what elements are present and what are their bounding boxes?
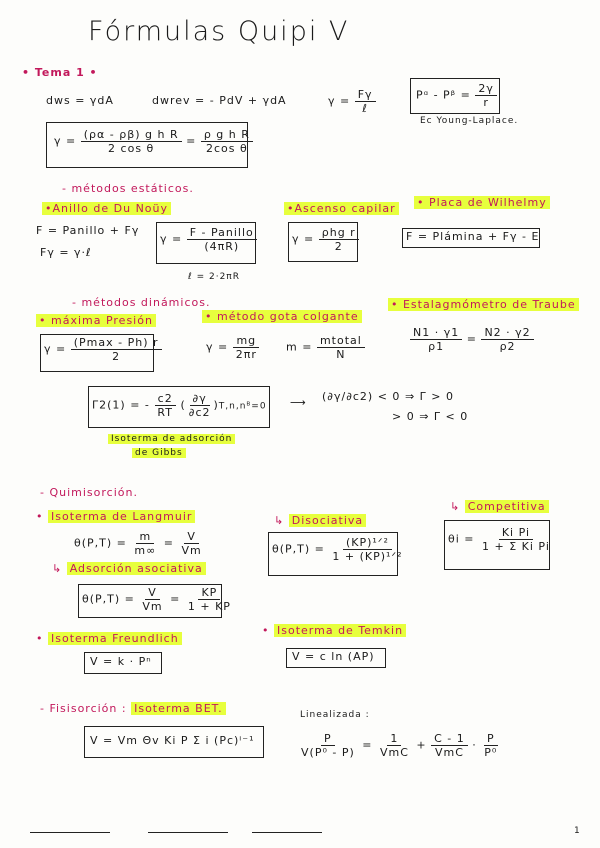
gibbs-label-2: de Gibbs <box>132 448 186 458</box>
disociativa-formula: θ(P,T) = $\frac{\text{(KP)¹ᐟ²}}{\text{1 + (KP)¹ᐟ²}}$ <box>272 536 403 563</box>
estalagmometro-formula: $\frac{N1 \cdot \gamma 1}{\rho 1}$ = $\frac{N2 \cdot \gamma 2}{\rho 2}$ <box>410 326 534 353</box>
gibbs-formula: Γ2(1) = - $\frac{c2}{RT}$ ( $\frac{\partial\gamma}{\partial c2}$ )T,n,nᴮ=0 <box>92 392 267 419</box>
anillo-note: ℓ = 2·2πR <box>188 272 240 282</box>
dws-formula: dws = γdA <box>46 94 114 107</box>
label-langmuir: • Isoterma de Langmuir <box>36 510 195 523</box>
gamma-definition: γ = $\frac{F\gamma}{\text{ℓ}}$ <box>328 88 376 115</box>
label-anillo: •Anillo de Du Noüy <box>42 202 171 215</box>
bet-linealizada: $\frac{P}{\text{V(P⁰ - P)}}$ = $\frac{1}{\text{VmC}}$ + $\frac{C - 1}{\text{VmC}}$ · $\frac{P}{\text{P⁰}}$ <box>301 732 498 759</box>
maxima-formula: γ = $\frac{(Pmax - Ph) r}{2}$ <box>44 336 162 363</box>
section-tema: • Tema 1 • <box>22 66 98 79</box>
label-gota: • método gota colgante <box>202 310 362 323</box>
placa-formula: F = Plámina + Fγ - E <box>406 230 540 243</box>
gota-mass: m = $\frac{\text{mtotal}}{N}$ <box>286 334 365 361</box>
footer-line-3 <box>252 832 322 833</box>
temkin-formula: V = c ln (AP) <box>292 650 375 663</box>
gota-gamma: γ = $\frac{mg}{2\pi r}$ <box>206 334 260 361</box>
freundlich-formula: V = k · Pⁿ <box>90 655 152 668</box>
page-number: 1 <box>574 826 581 836</box>
label-maxima: • máxima Presión <box>36 314 156 327</box>
anillo-formula: γ = $\frac{\text{F - Panillo}}{(4\pi R)}$ <box>160 226 257 253</box>
footer-line-2 <box>148 832 228 833</box>
heading-metodos-dinamicos: - métodos dinámicos. <box>72 296 211 309</box>
young-laplace-caption: Ec Young-Laplace. <box>420 116 519 126</box>
heading-metodos-estaticos: - métodos estáticos. <box>62 182 194 195</box>
label-ascenso: •Ascenso capilar <box>284 202 399 215</box>
adsorcion-asociativa-formula: θ(P,T) = $\frac{V}{Vm}$ = $\frac{KP}{1 + KP}$ <box>82 586 231 613</box>
label-disociativa: ↳ Disociativa <box>274 514 366 527</box>
dwrev-formula: dwrev = - PdV + γdA <box>152 94 287 107</box>
label-placa: • Placa de Wilhelmy <box>414 196 550 209</box>
page-title: Fórmulas Quipi V <box>88 16 350 47</box>
competitiva-formula: θi = $\frac{\text{Ki Pi}}{\text{1 + Σ Ki Pi}}$ <box>448 526 550 553</box>
gibbs-label-1: Isoterma de adsorción <box>108 434 235 444</box>
heading-fisisorcion: - Fisisorción : Isoterma BET. <box>40 702 226 715</box>
heading-quimisorcion: - Quimisorción. <box>40 486 138 499</box>
anillo-force: F = Panillo + Fγ <box>36 224 140 237</box>
label-estalagmometro: • Estalagmómetro de Traube <box>388 298 579 311</box>
ascenso-formula: γ = $\frac{\text{ρhg r}}{2}$ <box>292 226 359 253</box>
gibbs-arrow: ⟶ <box>290 396 307 409</box>
capillary-formula: γ = $\frac{\text{(ρα - ρβ) g h R}}{\text{2 cos θ}}$ = $\frac{\text{ρ g h R}}{\text{2cos θ}}$ <box>54 128 253 155</box>
langmuir-formula: θ(P,T) = $\frac{m}{m\infty}$ = $\frac{V}{Vm}$ <box>74 530 202 557</box>
gibbs-condition-2: > 0 ⇒ Γ < 0 <box>392 410 469 423</box>
young-laplace-formula: Pᵅ - Pᵝ = $\frac{2\gamma}{r}$ <box>416 82 497 109</box>
label-temkin: • Isoterma de Temkin <box>262 624 406 637</box>
linealizada-label: Linealizada : <box>300 710 370 720</box>
anillo-fgamma: Fγ = γ·ℓ <box>40 246 92 259</box>
label-competitiva: ↳ Competitiva <box>450 500 549 513</box>
label-adsorcion-asociativa: ↳ Adsorción asociativa <box>52 562 206 575</box>
footer-line-1 <box>30 832 110 833</box>
bet-formula: V = Vm Θv Ki P Σ i (Pc)ⁱ⁻¹ <box>90 734 255 747</box>
label-freundlich: • Isoterma Freundlich <box>36 632 182 645</box>
gibbs-condition-1: (∂γ/∂c2) < 0 ⇒ Γ > 0 <box>322 390 454 403</box>
